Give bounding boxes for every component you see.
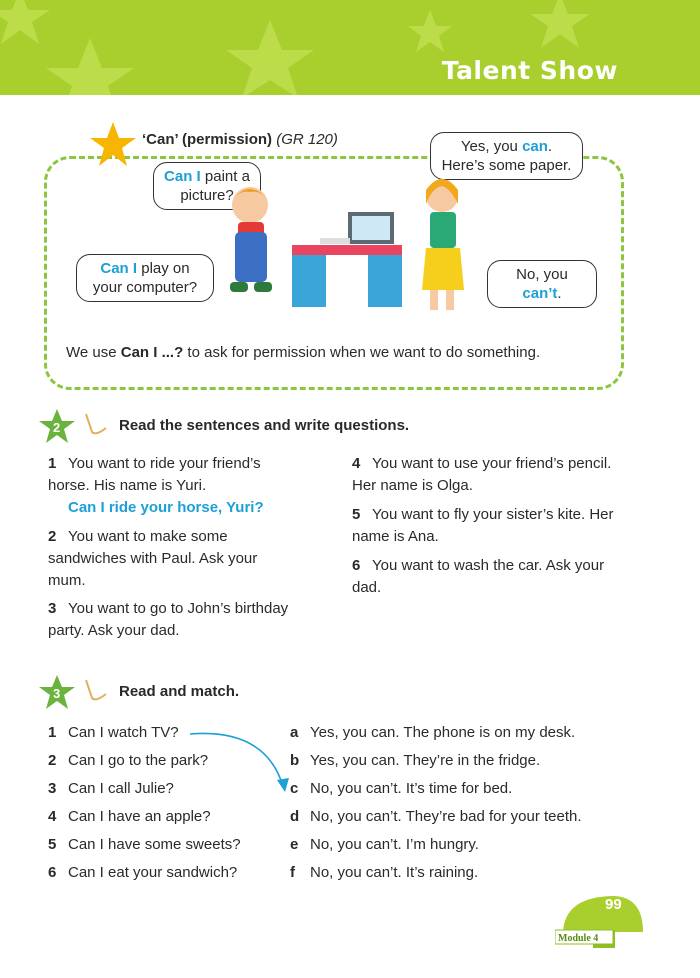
question-item [48,835,241,855]
item-text: You want to fly your sister’s kite. Her name is Ana. [352,506,614,545]
example-answer: Can I ride your horse, Yuri? [68,499,264,516]
bubble-text: play on your computer? [92,260,198,296]
pencil-icon [82,678,112,702]
answer-item [290,751,540,771]
item-number: 6 [352,557,361,574]
item-text: No, you can’t. It’s time for bed. [310,780,513,797]
item-text: You want to use your friend’s pencil. Her name is Olga. [352,455,612,494]
module-label: Module 4 [558,933,599,944]
bubble-text: . [557,285,562,302]
bubble-highlight: Can I [100,260,138,277]
question-item [48,723,179,743]
item-number: 3 [48,780,57,797]
question-item [48,807,211,827]
item-text: Can I watch TV? [68,724,179,741]
item-text: Can I call Julie? [68,780,174,797]
pencil-icon [82,412,112,436]
grammar-note [66,344,540,361]
note-text: to ask for permission when we want to do something. [183,344,541,361]
item-text: You want to go to John’s birthday party. Ask your dad. [48,600,289,639]
item-text: Can I have an apple? [68,808,211,825]
item-number: 6 [48,864,57,881]
item-letter: d [290,808,300,825]
exercise-3-number: 3 [53,686,61,701]
exercise-3-instruction: Read and match. [119,683,240,700]
item-letter: e [290,836,299,853]
item-number: 5 [48,836,57,853]
item-number: 5 [352,506,361,523]
answer-item [290,863,478,883]
grammar-title [142,131,338,148]
bubble-text: . Here’s some paper. [441,138,572,174]
item-number: 4 [48,808,57,825]
speech-bubble-woman-2 [487,260,597,308]
list-item [352,453,622,497]
item-number: 3 [48,600,57,617]
answer-item [290,723,575,743]
exercise-2-number: 2 [53,420,61,435]
item-number: 1 [48,724,57,741]
boy-desk-woman-illustration [200,160,490,320]
bubble-text: Yes, you [460,138,523,155]
note-bold: Can I ...? [120,344,184,361]
list-item [352,555,622,599]
bubble-text: paint a picture? [180,168,250,204]
item-letter: c [290,780,299,797]
item-number: 2 [48,752,57,769]
question-item [48,863,237,883]
answer-item [290,779,512,799]
item-text: No, you can’t. They’re bad for your teeth. [310,808,582,825]
list-item [48,598,298,642]
item-text: Can I go to the park? [68,752,209,769]
item-letter: a [290,724,299,741]
list-item [352,504,622,548]
answer-item [290,835,479,855]
note-text: We use [66,344,121,361]
item-number: 2 [48,528,57,545]
grammar-ref: (GR 120) [276,131,338,148]
question-item [48,779,174,799]
item-text: Yes, you can. They’re in the fridge. [310,752,541,769]
item-letter: f [290,864,295,881]
item-text: You want to make some sandwiches with Paul. Ask your mum. [48,528,258,589]
item-text: Can I eat your sandwich? [68,864,238,881]
item-number: 4 [352,455,361,472]
item-text: You want to wash the car. Ask your dad. [352,557,605,596]
list-item [48,526,298,592]
item-number: 1 [48,455,57,472]
match-arrow-example [185,728,295,798]
star-icon [88,120,138,170]
exercise-2-instruction: Read the sentences and write questions. [119,417,410,434]
answer-item [290,807,582,827]
page-title: Talent Show [441,56,618,85]
bubble-text: No, you [516,266,568,283]
item-text: You want to ride your friend’s horse. His name is Yuri. [48,455,261,494]
item-letter: b [290,752,300,769]
speech-bubble-boy-2 [76,254,214,302]
bubble-highlight: can [522,138,548,155]
bubble-highlight: Can I [164,168,201,185]
bubble-highlight: can’t [522,285,558,302]
list-item [48,453,298,519]
item-text: Can I have some sweets? [68,836,241,853]
item-text: No, you can’t. It’s raining. [310,864,479,881]
item-text: Yes, you can. The phone is on my desk. [310,724,576,741]
grammar-title-text: ‘Can’ (permission) [142,131,273,148]
item-text: No, you can’t. I’m hungry. [310,836,479,853]
page-number: 99 [605,896,622,913]
